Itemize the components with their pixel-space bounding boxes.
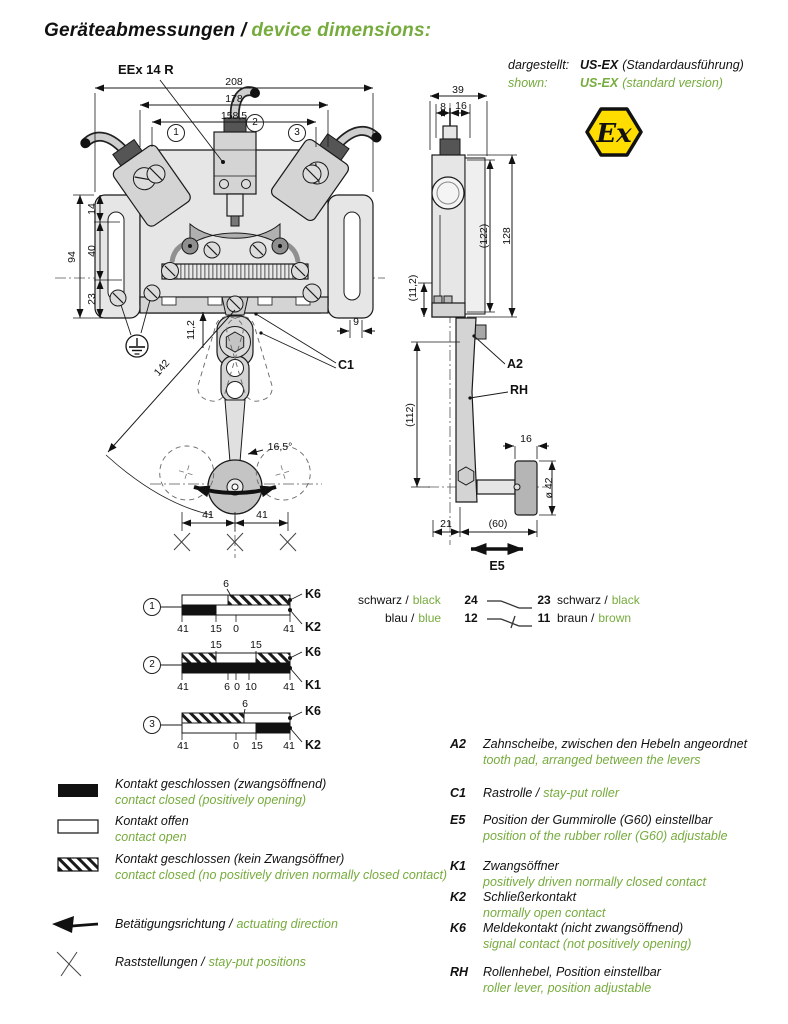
legend-item-open-en: contact open [115,830,187,844]
wire-row2-left [385,611,441,625]
ex-atex-logo [584,106,644,158]
legend-item-stayput-de: Raststellungen / [115,955,205,969]
key-e5-code: E5 [450,813,466,827]
variant-note-en: (standard version) [622,76,723,90]
page-title-de: Geräteabmessungen / [44,20,247,41]
page-title [44,20,431,42]
diagram-2-scale-10: 10 [245,681,257,693]
key-k2-en: normally open contact [483,906,606,920]
key-c1-de: Rastrolle / [483,786,540,800]
diagram-2-scale-6: 6 [224,681,230,693]
legend-swatch-open [58,820,98,833]
diagram-2-scale-0: 0 [234,681,240,693]
key-k6-en: signal contact (not positively opening) [483,937,692,951]
dim-9: 9 [353,316,359,328]
label-e5: E5 [489,559,505,573]
diagram-3-k6: K6 [305,704,321,718]
diagram-3-scale-15: 15 [251,740,263,752]
shown-value-de [580,58,744,72]
legend-arrow-icon [52,916,98,933]
diagram-3-marker: 3 [143,716,161,734]
key-k1-code: K1 [450,859,466,873]
dim-39: 39 [452,84,464,96]
wire-row2-right-en: brown [598,611,632,625]
diagram-2-marker: 2 [143,656,161,674]
dim-158-5: 158,5 [220,110,248,122]
diagram-2-k1: K1 [305,678,321,692]
wire-terminal-23: 23 [537,593,551,607]
diagram-3-scale-41l: 41 [177,740,189,752]
lever-3-marker: 3 [288,124,306,142]
legend-swatch-hatched [58,858,98,871]
variant-name-en: US-EX [580,76,619,90]
key-c1-en: stay-put roller [543,786,620,800]
dim-94: 94 [66,251,78,263]
legend-item-direction-en: actuating direction [236,917,338,931]
variant-name-de: US-EX [580,58,619,72]
diagram-2-scale-41l: 41 [177,681,189,693]
dim-128: 128 [501,227,513,245]
dim-41-right: 41 [256,509,268,521]
ex-logo-text: Ex [596,119,632,149]
legend-item-hatched-de: Kontakt geschlossen (kein Zwangsöffner) [115,852,345,866]
key-k2-code: K2 [450,890,466,904]
dim-208: 208 [225,76,243,88]
wire-row2-right-de: braun / [557,611,595,625]
mounting-wing-right [328,195,373,318]
dim-142: 142 [151,357,173,379]
label-c1: C1 [338,358,354,372]
dim-23: 23 [86,293,98,305]
device-type-label: EEx 14 R [118,62,174,77]
wire-terminal-11: 11 [537,611,551,625]
diagram-1-marker: 1 [143,598,161,616]
key-k1-de: Zwangsöffner [483,859,559,873]
wire-row2-left-de: blau / [385,611,415,625]
dim-40: 40 [86,245,98,257]
wire-row1-left [358,593,441,607]
page-title-en: device dimensions: [251,20,432,41]
diagram-2-k6: K6 [305,645,321,659]
key-k6-de: Meldekontakt (nicht zwangsöffnend) [483,921,684,935]
legend-item-stayput [115,955,306,969]
shown-label-en: shown: [508,76,548,90]
legend-item-hatched-en: contact closed (no positively driven normally closed contact) [115,868,448,882]
wire-row1-right [557,593,640,607]
key-a2-en: tooth pad, arranged between the levers [483,753,701,767]
wire-terminal-12: 12 [464,611,478,625]
variant-note-de: (Standardausführung) [622,58,744,72]
diagram-1-scale-15: 15 [210,623,222,635]
legend-item-direction [115,917,338,931]
diagram-2-mark-15r: 15 [250,639,262,651]
label-rh: RH [510,383,529,397]
key-c1-code: C1 [450,786,466,800]
dim-14: 14 [86,203,98,215]
key-c1-text [483,786,619,800]
legend-item-direction-de: Betätigungsrichtung / [115,917,233,931]
legend-symbols [52,784,98,976]
wiring-contact-symbols [487,601,532,628]
diagram-3-k2: K2 [305,738,321,752]
shown-value-en [580,76,723,90]
diagram-3-mark-6: 6 [242,698,248,710]
key-k2-de: Schließerkontakt [483,890,577,904]
diagram-1-scale-0: 0 [233,623,239,635]
key-a2-code: A2 [450,737,466,751]
key-rh-de: Rollenhebel, Position einstellbar [483,965,661,979]
roller-axle [477,480,515,494]
dim-21: 21 [440,518,452,530]
lever-2-marker: 2 [246,114,264,132]
dim-angle-16-5: 16,5° [267,441,293,453]
diagram-1-k2: K2 [305,620,321,634]
legend-x-icon [57,952,81,976]
dim-11-2-side: (11,2) [407,274,419,302]
dim-16-roller: 16 [520,433,532,445]
roller-lever-front [208,296,262,514]
dim-178: 178 [225,93,243,105]
lever-1-marker: 1 [167,124,185,142]
dim-60: (60) [488,518,508,530]
diagram-1-scale-41l: 41 [177,623,189,635]
dim-112: (112) [404,403,416,427]
front-view-drawing [55,80,385,558]
dim-11-2: 11,2 [185,320,197,340]
key-rh-code: RH [450,965,469,979]
key-e5-en: position of the rubber roller (G60) adjustable [483,829,728,843]
key-k6-code: K6 [450,921,466,935]
shown-label-de: dargestellt: [508,58,570,72]
diagram-3-scale-41r: 41 [283,740,295,752]
key-e5-de: Position der Gummirolle (G60) einstellbar [483,813,713,827]
diagram-2-scale-41r: 41 [283,681,295,693]
dim-16-top: 16 [455,100,467,112]
wire-row1-left-en: black [412,593,441,607]
dim-8: 8 [440,101,446,113]
wire-row2-left-en: blue [418,611,442,625]
key-k1-en: positively driven normally closed contact [483,875,707,889]
legend-item-open-de: Kontakt offen [115,814,189,828]
legend-item-stayput-en: stay-put positions [208,955,306,969]
dim-dia-42: ø 42 [543,477,555,499]
legend-swatch-closed [58,784,98,797]
side-view-drawing [411,96,556,549]
diagram-1-mark-6: 6 [223,578,229,590]
diagram-1-scale-41r: 41 [283,623,295,635]
wire-row1-right-en: black [611,593,640,607]
diagram-1-k6: K6 [305,587,321,601]
legend-item-closed-de: Kontakt geschlossen (zwangsöffnend) [115,777,327,791]
wire-row2-right [557,611,631,625]
dim-122: (122) [478,223,490,249]
wire-row1-right-de: schwarz / [557,593,608,607]
key-a2-de: Zahnscheibe, zwischen den Hebeln angeordnet [483,737,748,751]
diagram-3-scale-0: 0 [233,740,239,752]
diagram-2-mark-15l: 15 [210,639,222,651]
label-a2: A2 [507,357,523,371]
contact-travel-diagrams [160,589,302,742]
dim-41-left: 41 [202,509,214,521]
key-rh-en: roller lever, position adjustable [483,981,652,995]
legend-item-closed-en: contact closed (positively opening) [115,793,307,807]
wire-row1-left-de: schwarz / [358,593,409,607]
toothed-rack [162,264,308,279]
wire-terminal-24: 24 [464,593,478,607]
